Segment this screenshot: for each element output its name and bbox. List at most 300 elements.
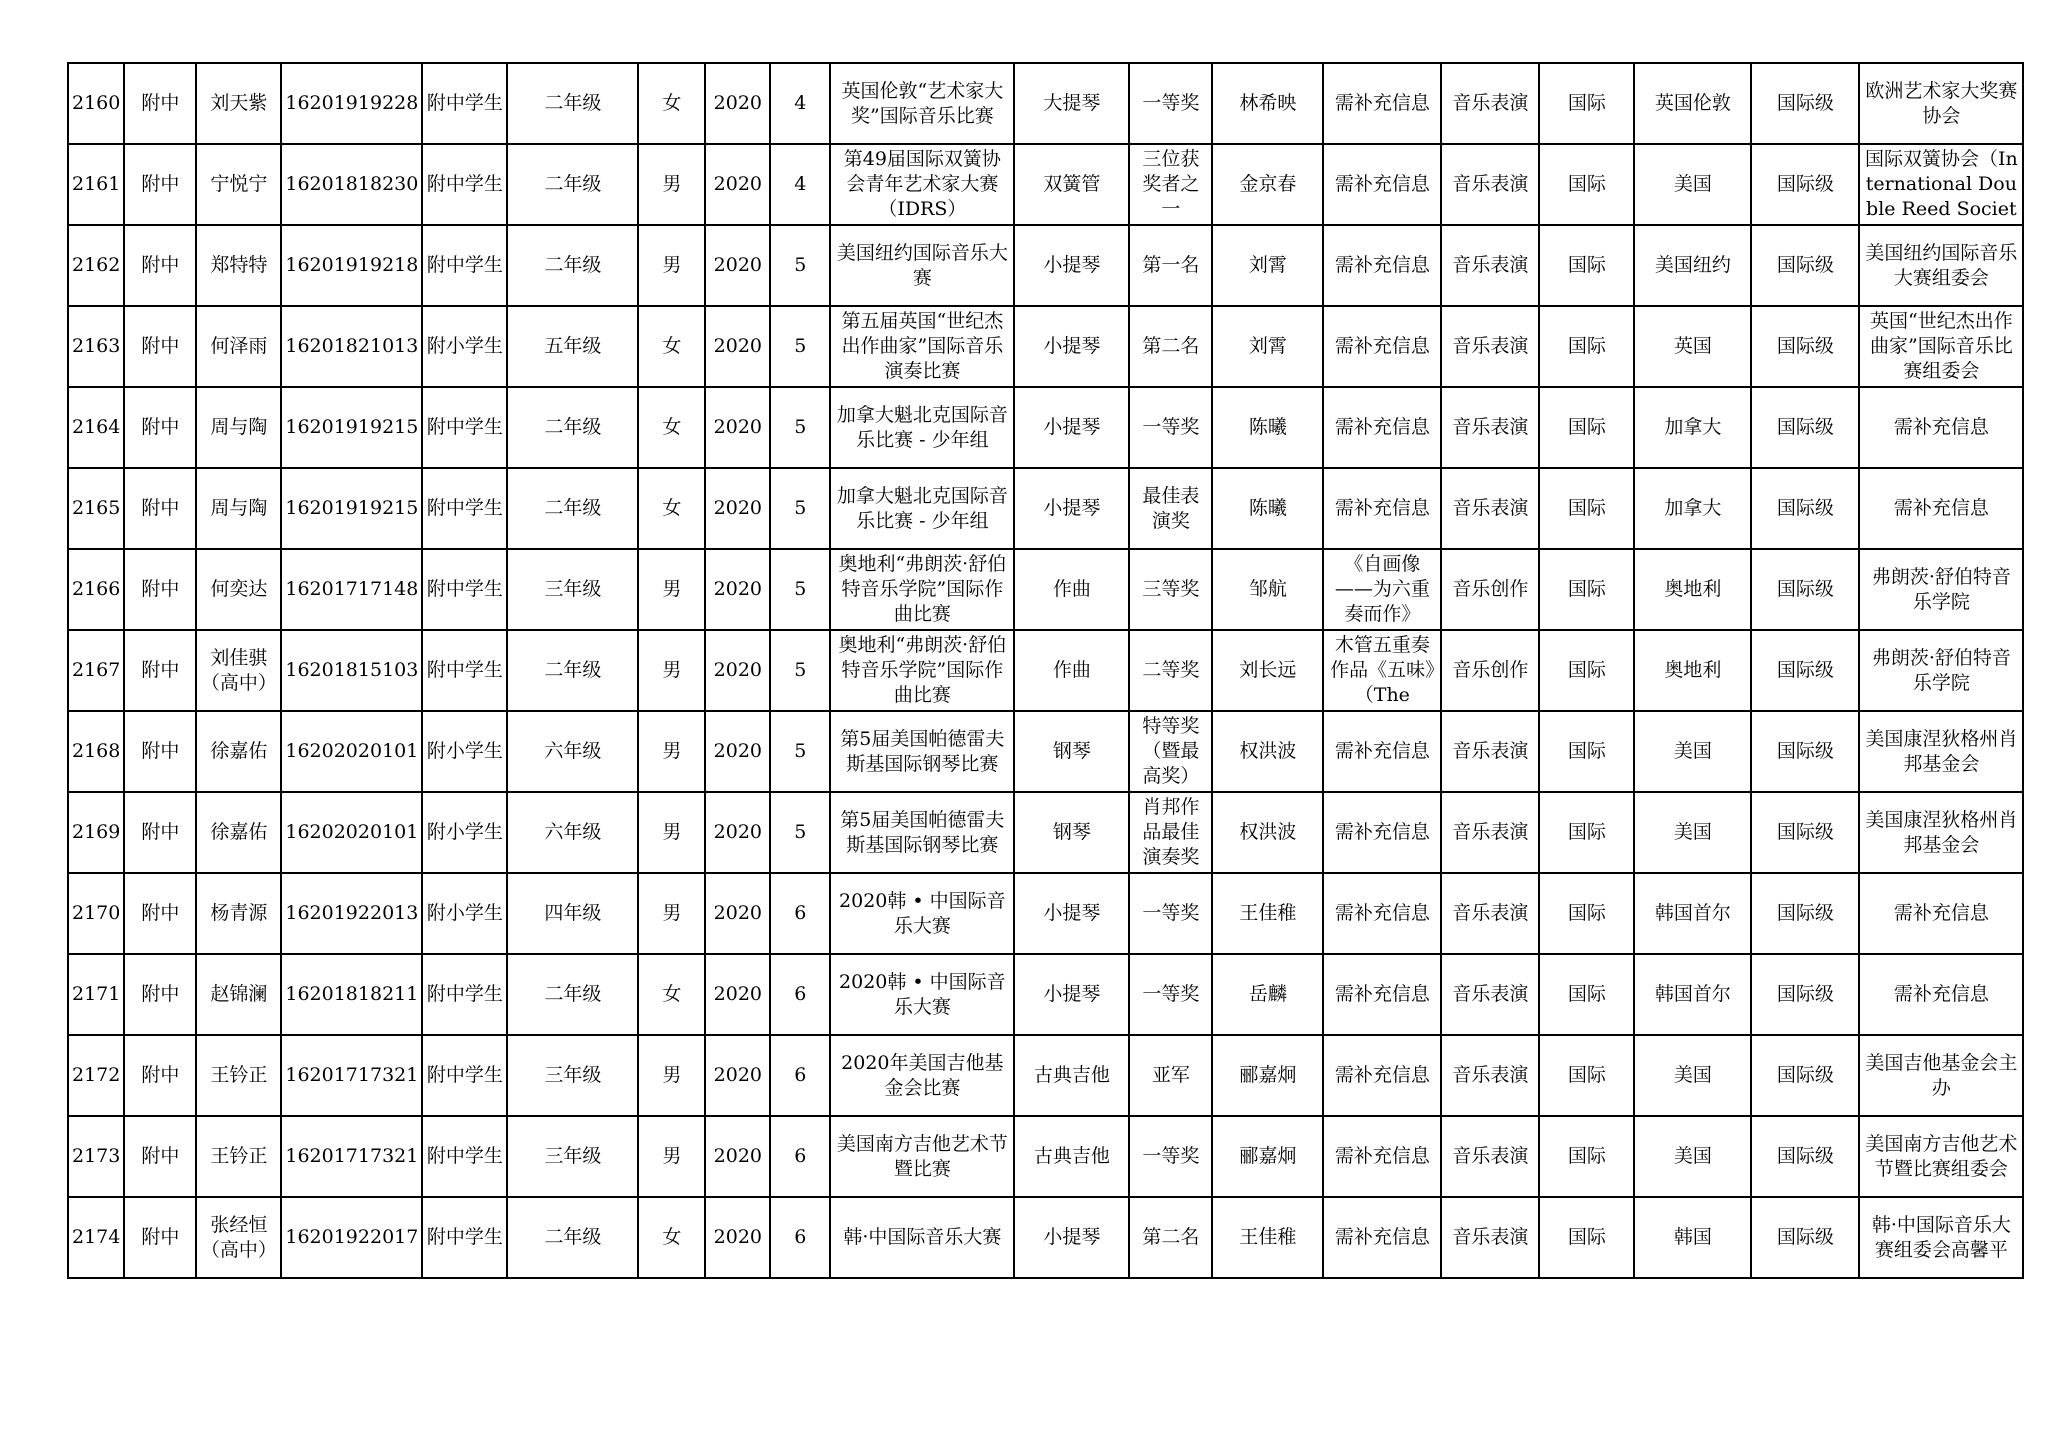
student-name-text: 周与陶: [210, 497, 268, 519]
category-text: 音乐表演: [1452, 92, 1529, 114]
gender-text: 女: [662, 416, 682, 438]
level-text: 国际级: [1776, 1226, 1834, 1248]
cell-student-name: [196, 954, 281, 1035]
competition-name-text: 2020年美国吉他基金会比赛: [841, 1051, 1004, 1099]
cell-row-number: [68, 387, 124, 468]
scope-text: 国际: [1567, 578, 1606, 600]
student-name-text: 刘天紫: [210, 92, 268, 114]
cell-category: [1441, 630, 1539, 711]
cell-award: [1129, 63, 1212, 144]
award-text: 一等奖: [1142, 92, 1200, 114]
student-id-text: 16201919215: [285, 497, 419, 519]
table-row: [68, 1116, 2023, 1197]
cell-level: [1751, 306, 1859, 387]
student-type-text: 附中学生: [426, 659, 503, 681]
cell-location: [1634, 954, 1751, 1035]
cell-student-type: [422, 954, 507, 1035]
cell-category: [1441, 63, 1539, 144]
cell-instrument: [1014, 1035, 1129, 1116]
student-type-text: 附小学生: [426, 740, 503, 762]
school-text: 附中: [141, 821, 180, 843]
instrument-text: 钢琴: [1052, 821, 1091, 843]
student-id-text: 16201818211: [285, 983, 419, 1005]
student-id-text: 16201821013: [285, 335, 419, 357]
cell-location: [1634, 1197, 1751, 1278]
category-text: 音乐表演: [1452, 497, 1529, 519]
gender-text: 女: [662, 497, 682, 519]
student-name-text: 徐嘉佑: [210, 821, 268, 843]
cell-organizer: [1859, 63, 2023, 144]
organizer-text: 美国南方吉他艺术节暨比赛组委会: [1865, 1132, 2018, 1180]
cell-organizer: [1859, 873, 2023, 954]
level-text: 国际级: [1776, 740, 1834, 762]
student-name-text: 张经恒（高中）: [200, 1213, 277, 1261]
location-text: 加拿大: [1664, 416, 1722, 438]
cell-organizer: [1859, 387, 2023, 468]
cell-competition-name: [830, 225, 1014, 306]
location-text: 美国: [1673, 1145, 1712, 1167]
cell-gender: [638, 1116, 705, 1197]
row-number-text: 2164: [72, 416, 121, 438]
cell-grade: [507, 225, 638, 306]
cell-instrument: [1014, 954, 1129, 1035]
organizer-text: 美国纽约国际音乐大赛组委会: [1865, 241, 2018, 289]
work-title-text: 需补充信息: [1334, 92, 1430, 114]
cell-student-id: [281, 1197, 422, 1278]
student-type-text: 附中学生: [426, 416, 503, 438]
row-number-text: 2168: [72, 740, 121, 762]
grade-text: 二年级: [544, 497, 602, 519]
cell-work-title: [1323, 873, 1441, 954]
cell-year: [705, 954, 770, 1035]
cell-scope: [1539, 225, 1634, 306]
cell-grade: [507, 630, 638, 711]
month-text: 6: [794, 983, 807, 1005]
teacher-text: 权洪波: [1239, 740, 1297, 762]
award-text: 三等奖: [1142, 578, 1200, 600]
cell-teacher: [1212, 873, 1323, 954]
work-title-text: 《自画像——为六重奏而作》: [1334, 553, 1430, 625]
cell-organizer: [1859, 1035, 2023, 1116]
cell-instrument: [1014, 387, 1129, 468]
cell-gender: [638, 954, 705, 1035]
student-id-text: 16201919218: [285, 254, 419, 276]
cell-organizer: [1859, 468, 2023, 549]
teacher-text: 岳麟: [1248, 983, 1287, 1005]
cell-instrument: [1014, 1116, 1129, 1197]
category-text: 音乐表演: [1452, 983, 1529, 1005]
cell-location: [1634, 1035, 1751, 1116]
cell-gender: [638, 306, 705, 387]
cell-year: [705, 1116, 770, 1197]
cell-year: [705, 225, 770, 306]
cell-scope: [1539, 792, 1634, 873]
instrument-text: 小提琴: [1043, 254, 1101, 276]
cell-grade: [507, 63, 638, 144]
cell-level: [1751, 954, 1859, 1035]
cell-school: [124, 144, 196, 225]
row-number-text: 2170: [72, 902, 121, 924]
cell-level: [1751, 387, 1859, 468]
cell-student-id: [281, 306, 422, 387]
cell-location: [1634, 144, 1751, 225]
scope-text: 国际: [1567, 92, 1606, 114]
cell-student-name: [196, 1197, 281, 1278]
gender-text: 女: [662, 335, 682, 357]
student-name-text: 宁悦宁: [210, 173, 268, 195]
cell-year: [705, 873, 770, 954]
student-type-text: 附小学生: [426, 335, 503, 357]
category-text: 音乐表演: [1452, 254, 1529, 276]
grade-text: 二年级: [544, 416, 602, 438]
cell-student-type: [422, 630, 507, 711]
cell-school: [124, 1035, 196, 1116]
organizer-text: 需补充信息: [1893, 983, 1989, 1005]
month-text: 4: [794, 173, 807, 195]
gender-text: 男: [662, 902, 682, 924]
cell-school: [124, 792, 196, 873]
cell-student-type: [422, 63, 507, 144]
cell-student-type: [422, 792, 507, 873]
gender-text: 男: [662, 740, 682, 762]
category-text: 音乐表演: [1452, 902, 1529, 924]
cell-month: [770, 225, 830, 306]
cell-organizer: [1859, 225, 2023, 306]
cell-work-title: [1323, 630, 1441, 711]
cell-competition-name: [830, 630, 1014, 711]
cell-category: [1441, 468, 1539, 549]
school-text: 附中: [141, 983, 180, 1005]
cell-level: [1751, 630, 1859, 711]
instrument-text: 小提琴: [1043, 1226, 1101, 1248]
cell-year: [705, 306, 770, 387]
cell-student-id: [281, 225, 422, 306]
cell-student-type: [422, 468, 507, 549]
cell-student-name: [196, 63, 281, 144]
competition-name-text: 英国伦敦“艺术家大奖”国际音乐比赛: [841, 79, 1004, 127]
cell-level: [1751, 1116, 1859, 1197]
cell-row-number: [68, 873, 124, 954]
cell-award: [1129, 1116, 1212, 1197]
cell-row-number: [68, 225, 124, 306]
student-type-text: 附小学生: [426, 902, 503, 924]
month-text: 6: [794, 1064, 807, 1086]
cell-month: [770, 387, 830, 468]
work-title-text: 木管五重奏作品《五味》（The: [1330, 634, 1435, 706]
work-title-text: 需补充信息: [1334, 983, 1430, 1005]
cell-competition-name: [830, 1035, 1014, 1116]
teacher-text: 邹航: [1248, 578, 1287, 600]
cell-scope: [1539, 468, 1634, 549]
cell-category: [1441, 873, 1539, 954]
cell-month: [770, 144, 830, 225]
cell-school: [124, 468, 196, 549]
cell-scope: [1539, 711, 1634, 792]
cell-school: [124, 873, 196, 954]
cell-grade: [507, 144, 638, 225]
cell-gender: [638, 549, 705, 630]
teacher-text: 林希映: [1239, 92, 1297, 114]
cell-level: [1751, 792, 1859, 873]
cell-award: [1129, 630, 1212, 711]
cell-month: [770, 468, 830, 549]
cell-instrument: [1014, 1197, 1129, 1278]
row-number-text: 2174: [72, 1226, 121, 1248]
award-text: 一等奖: [1142, 983, 1200, 1005]
cell-grade: [507, 954, 638, 1035]
cell-row-number: [68, 1197, 124, 1278]
month-text: 5: [794, 578, 807, 600]
cell-gender: [638, 873, 705, 954]
location-text: 加拿大: [1664, 497, 1722, 519]
organizer-text: 欧洲艺术家大奖赛协会: [1865, 79, 2018, 127]
student-id-text: 16201919228: [285, 92, 419, 114]
cell-gender: [638, 225, 705, 306]
grade-text: 二年级: [544, 983, 602, 1005]
row-number-text: 2165: [72, 497, 121, 519]
cell-gender: [638, 1035, 705, 1116]
location-text: 韩国首尔: [1654, 983, 1731, 1005]
student-id-text: 16202020101: [285, 740, 419, 762]
cell-student-type: [422, 225, 507, 306]
gender-text: 男: [662, 173, 682, 195]
cell-work-title: [1323, 1116, 1441, 1197]
cell-year: [705, 630, 770, 711]
cell-student-type: [422, 387, 507, 468]
table-row: [68, 225, 2023, 306]
cell-year: [705, 1035, 770, 1116]
cell-award: [1129, 873, 1212, 954]
month-text: 6: [794, 902, 807, 924]
level-text: 国际级: [1776, 1145, 1834, 1167]
cell-competition-name: [830, 1116, 1014, 1197]
cell-competition-name: [830, 792, 1014, 873]
month-text: 5: [794, 416, 807, 438]
award-text: 二等奖: [1142, 659, 1200, 681]
student-id-text: 16201919215: [285, 416, 419, 438]
cell-year: [705, 1197, 770, 1278]
school-text: 附中: [141, 740, 180, 762]
cell-month: [770, 306, 830, 387]
student-name-text: 何奕达: [210, 578, 268, 600]
grade-text: 六年级: [544, 740, 602, 762]
cell-student-name: [196, 1116, 281, 1197]
location-text: 美国: [1673, 821, 1712, 843]
cell-organizer: [1859, 1116, 2023, 1197]
work-title-text: 需补充信息: [1334, 1145, 1430, 1167]
cell-school: [124, 225, 196, 306]
cell-competition-name: [830, 63, 1014, 144]
student-id-text: 16201717321: [285, 1064, 419, 1086]
cell-work-title: [1323, 144, 1441, 225]
gender-text: 男: [662, 254, 682, 276]
cell-instrument: [1014, 792, 1129, 873]
cell-student-id: [281, 792, 422, 873]
table-row: [68, 1197, 2023, 1278]
cell-student-id: [281, 387, 422, 468]
month-text: 6: [794, 1145, 807, 1167]
month-text: 6: [794, 1226, 807, 1248]
cell-gender: [638, 1197, 705, 1278]
cell-award: [1129, 711, 1212, 792]
category-text: 音乐表演: [1452, 1226, 1529, 1248]
cell-teacher: [1212, 792, 1323, 873]
cell-gender: [638, 387, 705, 468]
cell-row-number: [68, 468, 124, 549]
cell-competition-name: [830, 306, 1014, 387]
organizer-text: 国际双簧协会（International Double Reed Societ: [1864, 148, 2018, 220]
category-text: 音乐创作: [1452, 659, 1529, 681]
cell-scope: [1539, 1197, 1634, 1278]
award-text: 第二名: [1142, 335, 1200, 357]
row-number-text: 2162: [72, 254, 121, 276]
competition-name-text: 第五届英国“世纪杰出作曲家”国际音乐演奏比赛: [841, 310, 1004, 382]
instrument-text: 古典吉他: [1033, 1064, 1110, 1086]
student-type-text: 附中学生: [426, 173, 503, 195]
student-type-text: 附中学生: [426, 578, 503, 600]
level-text: 国际级: [1776, 1064, 1834, 1086]
scope-text: 国际: [1567, 254, 1606, 276]
student-type-text: 附中学生: [426, 1226, 503, 1248]
student-name-text: 何泽雨: [210, 335, 268, 357]
instrument-text: 作曲: [1052, 578, 1091, 600]
school-text: 附中: [141, 1145, 180, 1167]
cell-student-id: [281, 954, 422, 1035]
work-title-text: 需补充信息: [1334, 902, 1430, 924]
cell-month: [770, 954, 830, 1035]
cell-competition-name: [830, 873, 1014, 954]
cell-location: [1634, 873, 1751, 954]
cell-instrument: [1014, 630, 1129, 711]
month-text: 5: [794, 335, 807, 357]
scope-text: 国际: [1567, 497, 1606, 519]
cell-row-number: [68, 549, 124, 630]
cell-category: [1441, 792, 1539, 873]
cell-work-title: [1323, 306, 1441, 387]
cell-month: [770, 1035, 830, 1116]
location-text: 美国: [1673, 173, 1712, 195]
table-row: [68, 549, 2023, 630]
year-text: 2020: [713, 497, 763, 519]
cell-award: [1129, 225, 1212, 306]
competition-name-text: 奥地利“弗朗茨·舒伯特音乐学院”国际作曲比赛: [838, 634, 1007, 706]
cell-level: [1751, 225, 1859, 306]
organizer-text: 美国康涅狄格州肖邦基金会: [1865, 727, 2018, 775]
student-type-text: 附中学生: [426, 497, 503, 519]
instrument-text: 小提琴: [1043, 497, 1101, 519]
award-text: 亚军: [1151, 1064, 1190, 1086]
cell-student-id: [281, 1035, 422, 1116]
organizer-text: 英国“世纪杰出作曲家”国际音乐比赛组委会: [1869, 310, 2013, 382]
table-row: [68, 387, 2023, 468]
student-type-text: 附小学生: [426, 821, 503, 843]
cell-month: [770, 630, 830, 711]
level-text: 国际级: [1776, 173, 1834, 195]
cell-location: [1634, 387, 1751, 468]
level-text: 国际级: [1776, 92, 1834, 114]
work-title-text: 需补充信息: [1334, 173, 1430, 195]
cell-award: [1129, 792, 1212, 873]
cell-teacher: [1212, 468, 1323, 549]
cell-category: [1441, 306, 1539, 387]
cell-work-title: [1323, 63, 1441, 144]
grade-text: 五年级: [544, 335, 602, 357]
cell-school: [124, 954, 196, 1035]
cell-competition-name: [830, 468, 1014, 549]
cell-instrument: [1014, 711, 1129, 792]
cell-scope: [1539, 549, 1634, 630]
work-title-text: 需补充信息: [1334, 1226, 1430, 1248]
competition-name-text: 加拿大魁北克国际音乐比赛 - 少年组: [836, 403, 1008, 451]
gender-text: 女: [662, 983, 682, 1005]
cell-organizer: [1859, 711, 2023, 792]
location-text: 英国伦敦: [1654, 92, 1731, 114]
cell-scope: [1539, 1116, 1634, 1197]
location-text: 美国: [1673, 1064, 1712, 1086]
cell-row-number: [68, 306, 124, 387]
table-row: [68, 63, 2023, 144]
student-id-text: 16201717321: [285, 1145, 419, 1167]
cell-teacher: [1212, 306, 1323, 387]
grade-text: 三年级: [544, 1145, 602, 1167]
cell-row-number: [68, 630, 124, 711]
cell-instrument: [1014, 225, 1129, 306]
cell-school: [124, 63, 196, 144]
organizer-text: 需补充信息: [1893, 497, 1989, 519]
cell-organizer: [1859, 630, 2023, 711]
cell-organizer: [1859, 792, 2023, 873]
teacher-text: 郦嘉炯: [1239, 1064, 1297, 1086]
grade-text: 二年级: [544, 254, 602, 276]
work-title-text: 需补充信息: [1334, 1064, 1430, 1086]
organizer-text: 弗朗茨·舒伯特音乐学院: [1871, 646, 2011, 694]
cell-location: [1634, 306, 1751, 387]
grade-text: 四年级: [544, 902, 602, 924]
cell-student-name: [196, 873, 281, 954]
cell-instrument: [1014, 873, 1129, 954]
cell-student-id: [281, 630, 422, 711]
cell-work-title: [1323, 225, 1441, 306]
student-name-text: 刘佳骐（高中）: [200, 646, 277, 694]
cell-teacher: [1212, 954, 1323, 1035]
cell-grade: [507, 792, 638, 873]
competition-name-text: 韩·中国际音乐大赛: [843, 1226, 1002, 1248]
cell-student-name: [196, 144, 281, 225]
row-number-text: 2167: [72, 659, 121, 681]
school-text: 附中: [141, 92, 180, 114]
cell-location: [1634, 468, 1751, 549]
level-text: 国际级: [1776, 335, 1834, 357]
competition-name-text: 第49届国际双簧协会青年艺术家大赛（IDRS）: [843, 148, 1001, 220]
cell-category: [1441, 711, 1539, 792]
table-row: [68, 630, 2023, 711]
cell-category: [1441, 225, 1539, 306]
cell-student-type: [422, 1116, 507, 1197]
school-text: 附中: [141, 578, 180, 600]
gender-text: 男: [662, 659, 682, 681]
cell-gender: [638, 630, 705, 711]
cell-work-title: [1323, 387, 1441, 468]
school-text: 附中: [141, 659, 180, 681]
cell-scope: [1539, 387, 1634, 468]
cell-grade: [507, 1116, 638, 1197]
grade-text: 二年级: [544, 173, 602, 195]
cell-grade: [507, 468, 638, 549]
student-name-text: 赵锦澜: [210, 983, 268, 1005]
cell-category: [1441, 387, 1539, 468]
cell-instrument: [1014, 63, 1129, 144]
scope-text: 国际: [1567, 659, 1606, 681]
